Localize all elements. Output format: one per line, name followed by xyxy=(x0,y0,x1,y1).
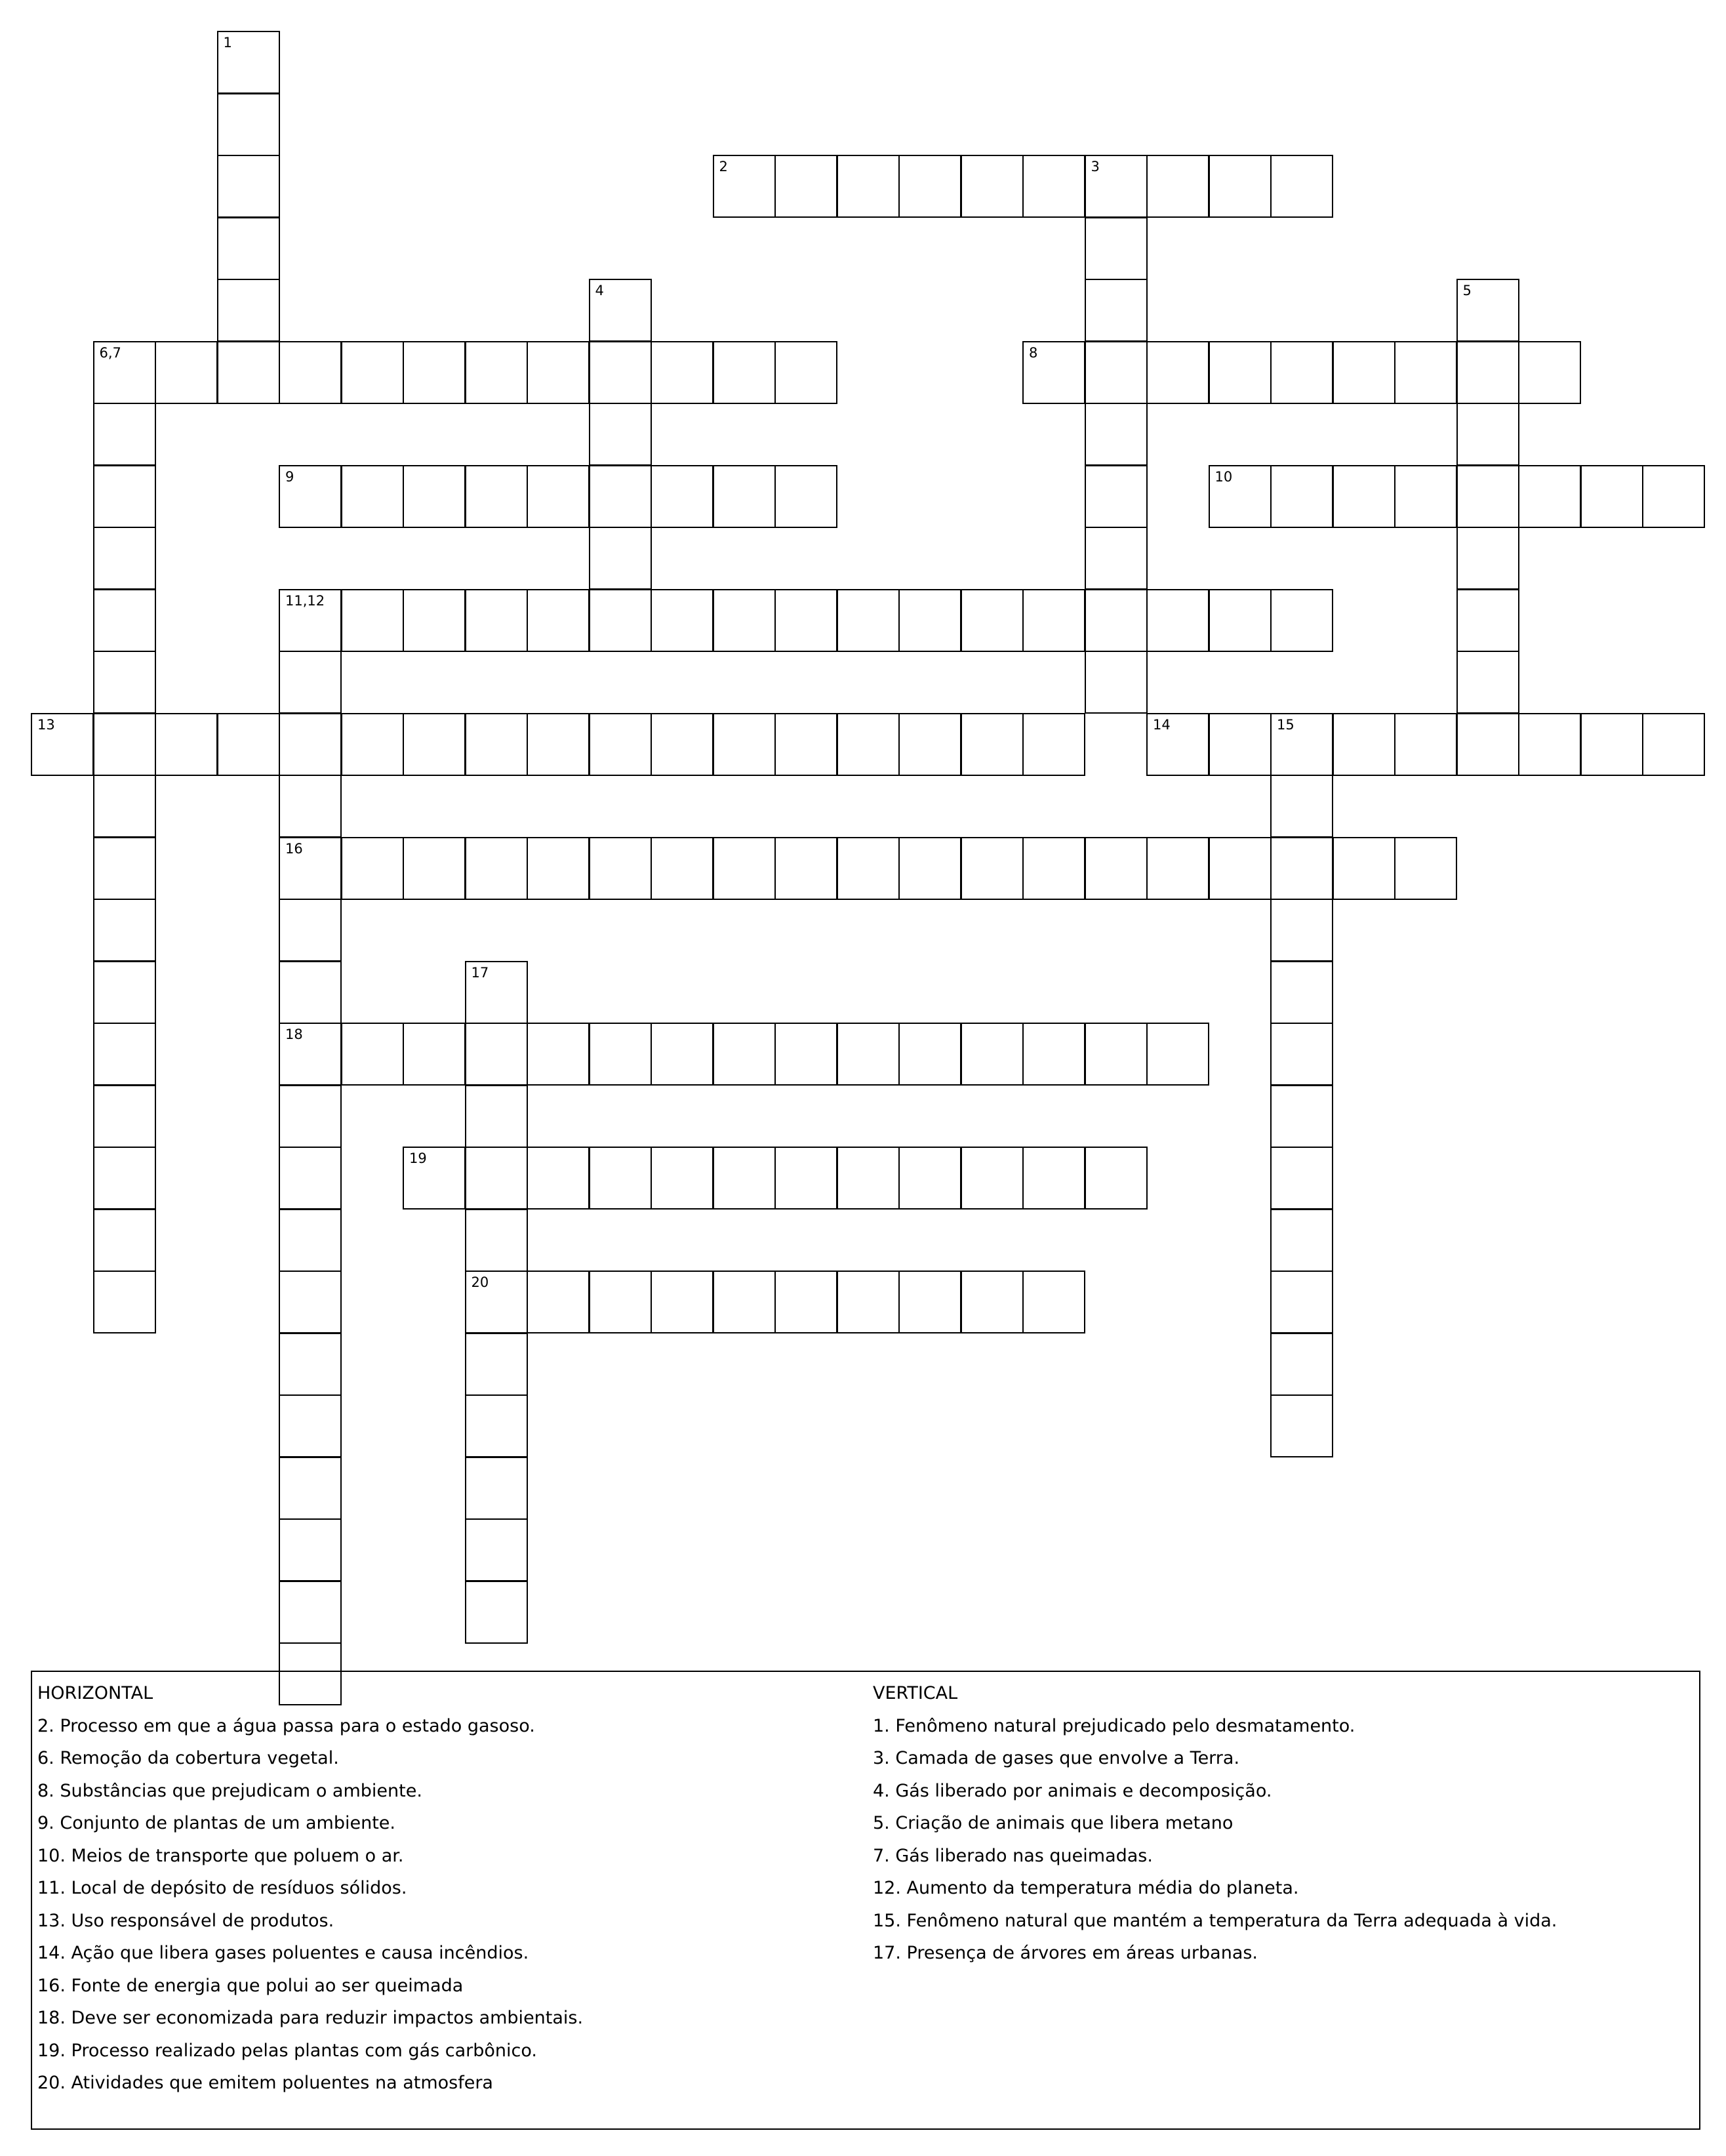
grid-cell[interactable] xyxy=(1456,403,1519,466)
clue-number: 3 xyxy=(1091,159,1100,174)
grid-cell[interactable] xyxy=(465,1147,528,1210)
grid-cell[interactable] xyxy=(465,1457,528,1520)
grid-cell[interactable] xyxy=(93,775,156,838)
grid-cell[interactable] xyxy=(651,1271,713,1333)
grid-cell[interactable] xyxy=(1085,155,1148,218)
grid-cell[interactable] xyxy=(589,341,652,404)
clue-number: 5 xyxy=(1462,283,1472,298)
grid-cell[interactable] xyxy=(1022,589,1085,652)
grid-cell[interactable] xyxy=(279,341,342,404)
grid-cell[interactable] xyxy=(465,961,528,1024)
grid-cell[interactable] xyxy=(465,589,528,652)
grid-cell[interactable] xyxy=(1270,1085,1333,1148)
grid-cell[interactable] xyxy=(1209,341,1272,404)
grid-cell[interactable] xyxy=(341,341,404,404)
grid-cell[interactable] xyxy=(1085,651,1148,714)
grid-cell[interactable] xyxy=(1022,341,1085,404)
grid-cell[interactable] xyxy=(341,713,404,776)
grid-cell[interactable] xyxy=(1270,155,1333,218)
grid-cell[interactable] xyxy=(1270,837,1333,900)
clue-item: 14. Ação que libera gases poluentes e causa incêndios. xyxy=(37,1943,529,1963)
clue-item: 20. Atividades que emitem poluentes na atmosfera xyxy=(37,2073,493,2093)
clue-item: 17. Presença de árvores em áreas urbanas. xyxy=(873,1943,1258,1963)
clue-item: 1. Fenômeno natural prejudicado pelo desmatamento. xyxy=(873,1715,1355,1736)
grid-cell[interactable] xyxy=(961,1023,1024,1086)
grid-cell[interactable] xyxy=(1085,403,1148,466)
grid-cell[interactable] xyxy=(651,465,713,528)
grid-cell[interactable] xyxy=(1022,155,1085,218)
clue-item: 12. Aumento da temperatura média do planeta. xyxy=(873,1878,1299,1898)
clue-number: 10 xyxy=(1214,468,1233,485)
grid-cell[interactable] xyxy=(403,713,466,776)
clue-item: 7. Gás liberado nas queimadas. xyxy=(873,1845,1153,1866)
grid-cell[interactable] xyxy=(1085,527,1148,590)
grid-cell[interactable] xyxy=(589,1147,652,1210)
grid-cell[interactable] xyxy=(279,465,342,528)
grid-cell[interactable] xyxy=(961,589,1024,652)
grid-cell[interactable] xyxy=(713,589,776,652)
grid-cell[interactable] xyxy=(341,465,404,528)
grid-cell[interactable] xyxy=(527,589,590,652)
grid-cell[interactable] xyxy=(1394,713,1457,776)
clue-number: 9 xyxy=(285,468,294,485)
grid-cell[interactable] xyxy=(1146,155,1209,218)
grid-cell[interactable] xyxy=(713,1271,776,1333)
grid-cell[interactable] xyxy=(217,217,280,280)
grid-cell[interactable] xyxy=(1022,1271,1085,1333)
grid-cell[interactable] xyxy=(713,155,776,218)
vertical-heading: VERTICAL xyxy=(873,1683,958,1703)
grid-cell[interactable] xyxy=(465,1518,528,1581)
grid-cell[interactable] xyxy=(713,341,776,404)
grid-cell[interactable] xyxy=(93,341,156,404)
grid-cell[interactable] xyxy=(837,1147,900,1210)
grid-cell[interactable] xyxy=(1085,1023,1148,1086)
grid-cell[interactable] xyxy=(279,1147,342,1210)
grid-cell[interactable] xyxy=(93,837,156,900)
horizontal-clues xyxy=(37,1672,583,2100)
clue-number: 8 xyxy=(1029,344,1038,361)
clue-number: 15 xyxy=(1277,716,1294,733)
grid-cell[interactable] xyxy=(774,589,837,652)
grid-cell[interactable] xyxy=(651,837,713,900)
grid-cell[interactable] xyxy=(589,589,652,652)
clues-box xyxy=(31,1671,1700,2130)
grid-cell[interactable] xyxy=(93,403,156,466)
grid-cell[interactable] xyxy=(93,589,156,652)
grid-cell[interactable] xyxy=(341,837,404,900)
grid-cell[interactable] xyxy=(961,837,1024,900)
clue-item: 3. Camada de gases que envolve a Terra. xyxy=(873,1748,1240,1768)
clue-number: 1 xyxy=(223,35,232,51)
grid-cell[interactable] xyxy=(651,341,713,404)
grid-cell[interactable] xyxy=(774,1147,837,1210)
grid-cell[interactable] xyxy=(1642,465,1705,528)
grid-cell[interactable] xyxy=(1456,527,1519,590)
clue-item: 8. Substâncias que prejudicam o ambiente. xyxy=(37,1780,422,1801)
grid-cell[interactable] xyxy=(898,155,961,218)
grid-cell[interactable] xyxy=(898,589,961,652)
grid-cell[interactable] xyxy=(1270,465,1333,528)
clue-item: 6. Remoção da cobertura vegetal. xyxy=(37,1748,339,1768)
grid-cell[interactable] xyxy=(774,713,837,776)
grid-cell[interactable] xyxy=(279,899,342,962)
grid-cell[interactable] xyxy=(774,1271,837,1333)
grid-cell[interactable] xyxy=(589,713,652,776)
clue-item: 16. Fonte de energia que polui ao ser queimada xyxy=(37,1975,464,1996)
grid-cell[interactable] xyxy=(1022,837,1085,900)
grid-cell[interactable] xyxy=(465,341,528,404)
grid-cell[interactable] xyxy=(1580,465,1643,528)
grid-cell[interactable] xyxy=(1270,1394,1333,1457)
grid-cell[interactable] xyxy=(279,651,342,714)
grid-cell[interactable] xyxy=(651,1023,713,1086)
grid-cell[interactable] xyxy=(465,465,528,528)
grid-cell[interactable] xyxy=(1456,651,1519,714)
grid-cell[interactable] xyxy=(1456,279,1519,342)
grid-cell[interactable] xyxy=(403,1147,466,1210)
grid-cell[interactable] xyxy=(589,527,652,590)
grid-cell[interactable] xyxy=(1146,713,1209,776)
grid-cell[interactable] xyxy=(651,1147,713,1210)
grid-cell[interactable] xyxy=(837,837,900,900)
grid-cell[interactable] xyxy=(279,1085,342,1148)
grid-cell[interactable] xyxy=(1394,837,1457,900)
grid-cell[interactable] xyxy=(1270,1147,1333,1210)
grid-cell[interactable] xyxy=(217,341,280,404)
grid-cell[interactable] xyxy=(1580,713,1643,776)
grid-cell[interactable] xyxy=(1518,341,1581,404)
grid-cell[interactable] xyxy=(1642,713,1705,776)
grid-cell[interactable] xyxy=(1456,589,1519,652)
grid-cell[interactable] xyxy=(217,93,280,156)
clue-number: 17 xyxy=(471,964,489,981)
grid-cell[interactable] xyxy=(1456,341,1519,404)
grid-cell[interactable] xyxy=(279,1333,342,1396)
grid-cell[interactable] xyxy=(93,465,156,528)
clue-number: 14 xyxy=(1153,716,1171,733)
grid-cell[interactable] xyxy=(1209,465,1272,528)
grid-cell[interactable] xyxy=(1270,713,1333,776)
grid-cell[interactable] xyxy=(527,341,590,404)
grid-cell[interactable] xyxy=(1146,589,1209,652)
clue-item: 5. Criação de animais que libera metano xyxy=(873,1813,1234,1833)
grid-cell[interactable] xyxy=(713,1147,776,1210)
grid-cell[interactable] xyxy=(589,403,652,466)
grid-cell[interactable] xyxy=(1456,713,1519,776)
clue-number: 18 xyxy=(285,1027,303,1042)
grid-cell[interactable] xyxy=(837,1023,900,1086)
grid-cell[interactable] xyxy=(961,155,1024,218)
grid-cell[interactable] xyxy=(465,1085,528,1148)
grid-cell[interactable] xyxy=(31,713,94,776)
grid-cell[interactable] xyxy=(837,713,900,776)
grid-cell[interactable] xyxy=(1270,775,1333,838)
grid-cell[interactable] xyxy=(774,341,837,404)
grid-cell[interactable] xyxy=(279,1394,342,1457)
grid-cell[interactable] xyxy=(837,589,900,652)
grid-cell[interactable] xyxy=(713,465,776,528)
grid-cell[interactable] xyxy=(1085,217,1148,280)
grid-cell[interactable] xyxy=(217,31,280,94)
grid-cell[interactable] xyxy=(279,1271,342,1333)
grid-cell[interactable] xyxy=(1270,1271,1333,1333)
grid-cell[interactable] xyxy=(279,1518,342,1581)
grid-cell[interactable] xyxy=(93,899,156,962)
clue-item: 11. Local de depósito de resíduos sólidos. xyxy=(37,1878,407,1898)
grid-cell[interactable] xyxy=(527,465,590,528)
grid-cell[interactable] xyxy=(1333,341,1395,404)
grid-cell[interactable] xyxy=(1394,341,1457,404)
clue-item: 18. Deve ser economizada para reduzir impactos ambientais. xyxy=(37,2008,584,2028)
grid-cell[interactable] xyxy=(465,1333,528,1396)
grid-cell[interactable] xyxy=(961,1147,1024,1210)
grid-cell[interactable] xyxy=(279,961,342,1024)
clue-item: 10. Meios de transporte que poluem o ar. xyxy=(37,1845,404,1866)
grid-cell[interactable] xyxy=(403,1023,466,1086)
grid-cell[interactable] xyxy=(403,341,466,404)
grid-cell[interactable] xyxy=(1270,961,1333,1024)
grid-cell[interactable] xyxy=(465,1581,528,1644)
grid-cell[interactable] xyxy=(465,1394,528,1457)
clue-item: 4. Gás liberado por animais e decomposição. xyxy=(873,1780,1272,1801)
grid-cell[interactable] xyxy=(93,1271,156,1333)
grid-cell[interactable] xyxy=(774,155,837,218)
grid-cell[interactable] xyxy=(1270,1209,1333,1272)
grid-cell[interactable] xyxy=(1146,341,1209,404)
grid-cell[interactable] xyxy=(1085,589,1148,652)
grid-cell[interactable] xyxy=(403,589,466,652)
grid-cell[interactable] xyxy=(341,1023,404,1086)
grid-cell[interactable] xyxy=(589,465,652,528)
grid-cell[interactable] xyxy=(1270,1333,1333,1396)
grid-cell[interactable] xyxy=(1270,1023,1333,1086)
grid-cell[interactable] xyxy=(1333,837,1395,900)
grid-cell[interactable] xyxy=(1518,713,1581,776)
grid-cell[interactable] xyxy=(217,155,280,218)
grid-cell[interactable] xyxy=(961,1271,1024,1333)
grid-cell[interactable] xyxy=(155,341,218,404)
grid-cell[interactable] xyxy=(279,1581,342,1644)
grid-cell[interactable] xyxy=(1270,589,1333,652)
grid-cell[interactable] xyxy=(898,713,961,776)
horizontal-clue-list xyxy=(37,1710,583,2100)
grid-cell[interactable] xyxy=(961,713,1024,776)
grid-cell[interactable] xyxy=(217,279,280,342)
grid-cell[interactable] xyxy=(1456,465,1519,528)
grid-cell[interactable] xyxy=(1085,341,1148,404)
clue-number: 4 xyxy=(595,283,604,298)
grid-cell[interactable] xyxy=(217,713,280,776)
grid-cell[interactable] xyxy=(1209,713,1272,776)
grid-cell[interactable] xyxy=(1146,1023,1209,1086)
grid-cell[interactable] xyxy=(93,1209,156,1272)
vertical-clue-list xyxy=(873,1710,1557,1970)
grid-cell[interactable] xyxy=(1022,713,1085,776)
clue-item: 15. Fenômeno natural que mantém a temperatura da Terra adequada à vida. xyxy=(873,1910,1557,1931)
grid-cell[interactable] xyxy=(403,837,466,900)
clue-item: 9. Conjunto de plantas de um ambiente. xyxy=(37,1813,395,1833)
grid-cell[interactable] xyxy=(1394,465,1457,528)
grid-cell[interactable] xyxy=(1333,713,1395,776)
grid-cell[interactable] xyxy=(93,1085,156,1148)
grid-cell[interactable] xyxy=(898,1147,961,1210)
grid-cell[interactable] xyxy=(1085,465,1148,528)
grid-cell[interactable] xyxy=(155,713,218,776)
grid-cell[interactable] xyxy=(1085,837,1148,900)
grid-cell[interactable] xyxy=(465,1023,528,1086)
vertical-clues xyxy=(873,1672,1557,1970)
grid-cell[interactable] xyxy=(837,1271,900,1333)
grid-cell[interactable] xyxy=(713,1023,776,1086)
grid-cell[interactable] xyxy=(1333,465,1395,528)
grid-cell[interactable] xyxy=(651,713,713,776)
grid-cell[interactable] xyxy=(898,1023,961,1086)
grid-cell[interactable] xyxy=(1270,341,1333,404)
grid-cell[interactable] xyxy=(93,651,156,714)
clue-number: 6,7 xyxy=(99,344,121,361)
grid-cell[interactable] xyxy=(527,1023,590,1086)
clue-item: 2. Processo em que a água passa para o estado gasoso. xyxy=(37,1715,535,1736)
grid-cell[interactable] xyxy=(93,961,156,1024)
grid-cell[interactable] xyxy=(341,589,404,652)
grid-cell[interactable] xyxy=(527,1271,590,1333)
grid-cell[interactable] xyxy=(527,713,590,776)
grid-cell[interactable] xyxy=(774,1023,837,1086)
horizontal-heading: HORIZONTAL xyxy=(37,1683,153,1703)
grid-cell[interactable] xyxy=(774,837,837,900)
clue-number: 19 xyxy=(409,1150,427,1166)
grid-cell[interactable] xyxy=(279,1023,342,1086)
grid-cell[interactable] xyxy=(1146,837,1209,900)
grid-cell[interactable] xyxy=(279,837,342,900)
clue-number: 20 xyxy=(471,1274,489,1290)
clue-number: 11,12 xyxy=(285,592,325,609)
grid-cell[interactable] xyxy=(465,713,528,776)
grid-cell[interactable] xyxy=(589,1271,652,1333)
grid-cell[interactable] xyxy=(279,1209,342,1272)
clue-item: 13. Uso responsável de produtos. xyxy=(37,1910,334,1931)
grid-cell[interactable] xyxy=(1209,155,1272,218)
clue-item: 19. Processo realizado pelas plantas com gás carbônico. xyxy=(37,2040,538,2061)
grid-cell[interactable] xyxy=(93,713,156,776)
grid-cell[interactable] xyxy=(837,155,900,218)
grid-cell[interactable] xyxy=(465,1209,528,1272)
grid-cell[interactable] xyxy=(527,1147,590,1210)
grid-cell[interactable] xyxy=(1022,1023,1085,1086)
grid-cell[interactable] xyxy=(713,837,776,900)
clue-number: 16 xyxy=(285,840,303,857)
clue-number: 2 xyxy=(719,159,728,174)
grid-cell[interactable] xyxy=(1518,465,1581,528)
grid-cell[interactable] xyxy=(93,527,156,590)
grid-cell[interactable] xyxy=(1209,589,1272,652)
grid-cell[interactable] xyxy=(774,465,837,528)
grid-cell[interactable] xyxy=(898,837,961,900)
grid-cell[interactable] xyxy=(279,713,342,776)
grid-cell[interactable] xyxy=(589,279,652,342)
grid-cell[interactable] xyxy=(1270,899,1333,962)
grid-cell[interactable] xyxy=(279,1457,342,1520)
grid-cell[interactable] xyxy=(527,837,590,900)
grid-cell[interactable] xyxy=(1022,1147,1085,1210)
grid-cell[interactable] xyxy=(403,465,466,528)
grid-cell[interactable] xyxy=(465,837,528,900)
grid-cell[interactable] xyxy=(651,589,713,652)
grid-cell[interactable] xyxy=(589,1023,652,1086)
grid-cell[interactable] xyxy=(279,589,342,652)
grid-cell[interactable] xyxy=(1085,279,1148,342)
grid-cell[interactable] xyxy=(589,837,652,900)
grid-cell[interactable] xyxy=(898,1271,961,1333)
grid-cell[interactable] xyxy=(713,713,776,776)
grid-cell[interactable] xyxy=(93,1023,156,1086)
grid-cell[interactable] xyxy=(279,775,342,838)
grid-cell[interactable] xyxy=(1085,1147,1148,1210)
grid-cell[interactable] xyxy=(465,1271,528,1333)
grid-cell[interactable] xyxy=(1209,837,1272,900)
clue-number: 13 xyxy=(37,716,55,733)
grid-cell[interactable] xyxy=(93,1147,156,1210)
